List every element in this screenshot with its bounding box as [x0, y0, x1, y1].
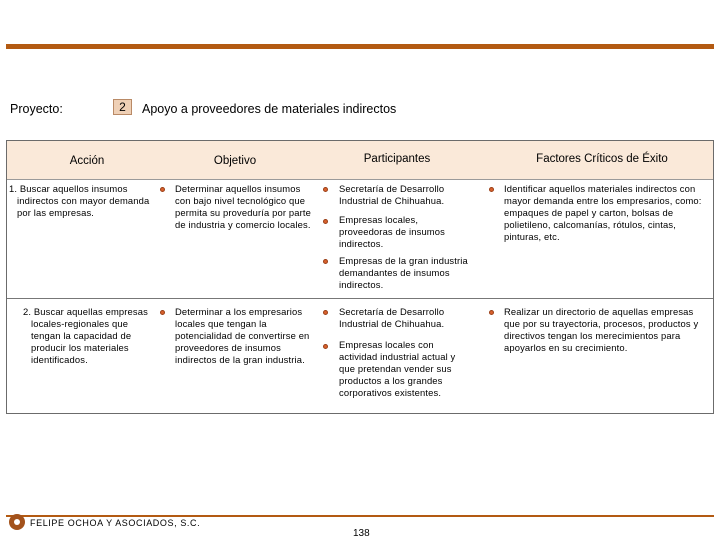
row1-objetivo: Determinar aquellos insumos con bajo nivel tecnológico que permita su proveduría por parte de industria y comercio locales. [175, 183, 311, 231]
bullet-icon [160, 187, 165, 192]
bullet-icon [323, 219, 328, 224]
row2-participante-2: Empresas locales con actividad industrial actual y que pretendan vender sus productos a los grandes corporativos existentes. [339, 339, 456, 399]
row2-factores: Realizar un directorio de aquellas empresas que por su trayectoria, procesos, productos y directivos tengan los merecimientos para apoyarlos en su crecimiento. [504, 306, 699, 354]
bullet-icon [489, 310, 494, 315]
page-number: 138 [353, 528, 370, 539]
footer-company: FELIPE OCHOA Y ASOCIADOS, S.C. [30, 518, 201, 528]
bullet-icon [323, 259, 328, 264]
bullet-icon [489, 187, 494, 192]
row2-accion-text: 2. Buscar aquellas empresas locales-regionales que tengan la capacidad de producir los materiales identificados. [23, 306, 148, 366]
company-logo-icon [9, 514, 25, 530]
table-header [7, 141, 713, 180]
bullet-icon [323, 187, 328, 192]
row2-accion [23, 306, 153, 366]
row1-accion-text: 1. Buscar aquellos insumos indirectos con mayor demanda por las empresas. [9, 183, 150, 219]
bullet-icon [160, 310, 165, 315]
row2-objetivo: Determinar a los empresarios locales que tengan la potencialidad de convertirse en proveedores de insumos indirectos de la gran industria. [175, 306, 310, 366]
row2-participante-1: Secretaría de Desarrollo Industrial de Chihuahua. [339, 306, 445, 330]
bullet-icon [323, 344, 328, 349]
row1-participante-2: Empresas locales, proveedoras de insumos indirectos. [339, 214, 445, 250]
project-number-badge: 2 [113, 99, 132, 115]
row-divider [7, 298, 713, 299]
project-label: Proyecto: [10, 102, 63, 116]
bullet-icon [323, 310, 328, 315]
row1-accion [9, 183, 151, 219]
header-objetivo: Objetivo [213, 155, 257, 167]
project-table [6, 140, 714, 414]
project-title: Apoyo a proveedores de materiales indirectos [142, 102, 397, 116]
row1-participante-3: Empresas de la gran industria demandantes de insumos indirectos. [339, 255, 468, 291]
row1-factores: Identificar aquellos materiales indirectos con mayor demanda entre los empresarios, como: empaques de papel y carton, bolsas de polietileno, calcomanías, rótulos, cintas, pinturas, etc. [504, 183, 702, 243]
header-participantes: Participantes [363, 153, 431, 165]
row1-participante-1: Secretaría de Desarrollo Industrial de Chihuahua. [339, 183, 445, 207]
header-factores: Factores Críticos de Éxito [536, 153, 668, 165]
header-accion: Acción [69, 155, 105, 167]
top-rule [6, 44, 714, 49]
